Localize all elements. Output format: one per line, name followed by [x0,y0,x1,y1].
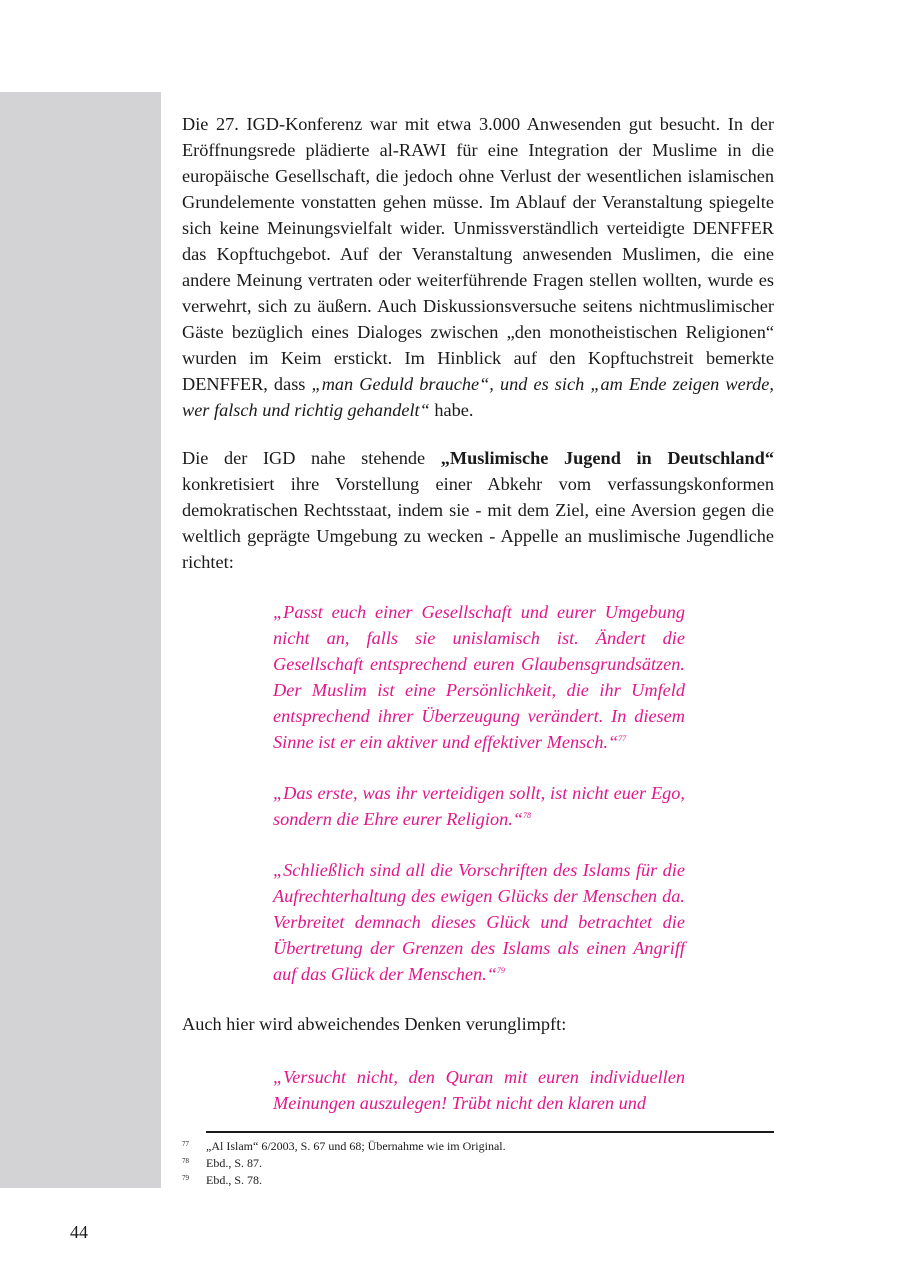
quote-4-text: „Versucht nicht, den Quran mit euren individuellen Meinungen auszulegen! Trübt nicht den klaren und [273,1067,685,1113]
quote-3-text: „Schließlich sind all die Vorschriften des Islams für die Aufrechterhaltung des ewigen Glücks der Menschen da. Verbreitet demnach dieses Glück und betrachtet die Übertretung der Grenzen des Islams als einen Angriff auf das Glück der Menschen.“ [273,860,685,984]
footnote-77 [182,1138,774,1155]
paragraph-2-text: Die der IGD nahe stehende [182,448,441,468]
footnotes [182,1138,774,1189]
block-quote-1 [273,599,685,755]
footnote-number: 79 [182,1174,189,1182]
paragraph-1-text-3: habe. [429,400,474,420]
margin-sidebar [0,92,161,1188]
footnote-78 [182,1155,774,1172]
body-paragraph-3: Auch hier wird abweichendes Denken verunglimpft: [182,1014,567,1034]
inline-quote-1: „man Geduld brauche“, [311,374,494,394]
footnote-divider [206,1131,774,1133]
footnote-number: 77 [182,1140,189,1148]
footnote-ref-78: 78 [522,810,531,820]
footnote-text: Ebd., S. 87. [206,1156,263,1170]
footnote-text: „Al Islam“ 6/2003, S. 67 und 68; Übernahme wie im Original. [206,1139,506,1153]
page-number: 44 [70,1222,88,1242]
block-quote-4 [273,1064,685,1116]
block-quote-3 [273,857,685,987]
inline-quote-2: und es sich „am Ende zeigen werde, wer falsch und richtig gehandelt“ [182,374,774,420]
quote-2-text: „Das erste, was ihr verteidigen sollt, ist nicht euer Ego, sondern die Ehre eurer Religion.“ [273,783,685,829]
paragraph-1-text: Die 27. IGD-Konferenz war mit etwa 3.000 Anwesenden gut besucht. In der Eröffnungsrede plädierte al-RAWI für eine Integration der Muslime in die europäische Gesellschaft, die jedoch ohne Verlust der wesentlichen islamischen Grundelemente vonstatten gehen müsse. Im Ablauf der Veranstaltung spiegelte sich keine Meinungsvielfalt wider. Unmissverständlich verteidigte DENFFER das Kopftuchgebot. Auf der Veranstaltung anwesenden Muslimen, die eine andere Meinung vertraten oder weiterführende Fragen stellen wollten, wurde es verwehrt, sich zu äußern. Auch Diskussionsversuche seitens nichtmuslimischer Gäste bezüglich eines Dialoges zwischen „den monotheistischen Religionen“ wurden im Keim erstickt. Im Hinblick auf den Kopftuchstreit bemerkte DENFFER, dass [182,114,774,394]
paragraph-2-text-2: konkretisiert ihre Vorstellung einer Abkehr vom verfassungskonformen demokratischen Rechtsstaat, indem sie - mit dem Ziel, eine Aversion gegen die weltlich geprägte Umgebung zu wecken - Appelle an muslimische Jugendliche richtet: [182,474,774,572]
quote-1-text: „Passt euch einer Gesellschaft und eurer Umgebung nicht an, falls sie unislamisch ist. Ändert die Gesellschaft entsprechend euren Glaubensgrundsätzen. Der Muslim ist eine Persönlichkeit, die ihr Umfeld entsprechend ihrer Überzeugung verändert. In diesem Sinne ist er ein aktiver und effektiver Mensch.“ [273,602,685,752]
organization-name: „Muslimische Jugend in Deutschland“ [440,448,774,468]
footnote-number: 78 [182,1157,189,1165]
body-paragraph-1 [182,111,774,423]
footnote-text: Ebd., S. 78. [206,1173,263,1187]
block-quote-2 [273,780,685,832]
footnote-ref-77: 77 [618,733,627,743]
body-paragraph-2 [182,445,774,575]
footnote-ref-79: 79 [496,965,505,975]
footnote-79 [182,1172,774,1189]
